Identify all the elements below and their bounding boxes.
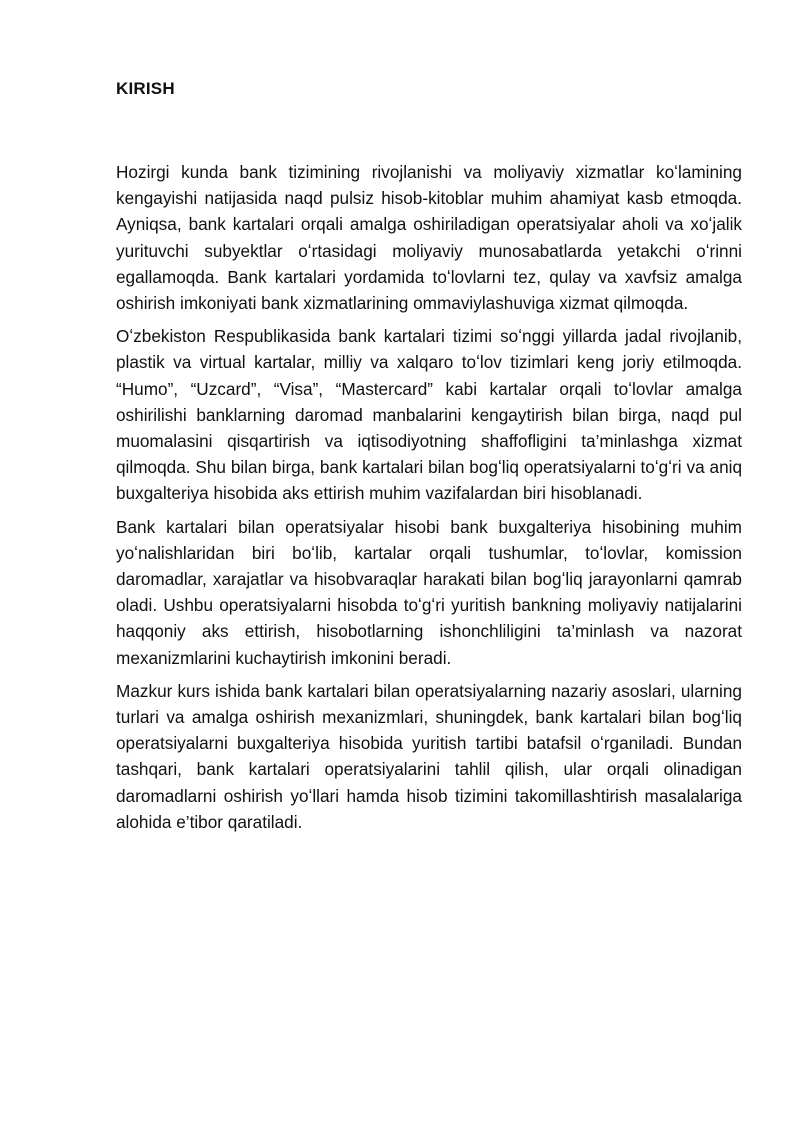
- paragraph-4: Mazkur kurs ishida bank kartalari bilan operatsiyalarning nazariy asoslari, ularning turlari va amalga oshirish mexanizmlari, shuningdek, bank kartalari bilan bogʻliq operatsiyalarni buxgalteriya hisobida yuritish tartibi batafsil oʻrganiladi. Bundan tashqari, bank kartalari operatsiyalarini tahlil qilish, ular orqali olinadigan daromadlarni oshirish yoʻllari hamda hisob tizimini takomillashtirish masalalariga alohida e’tibor qaratiladi.: [116, 680, 742, 832]
- document-body: [116, 159, 742, 842]
- paragraph-2: Oʻzbekiston Respublikasida bank kartalari tizimi soʻnggi yillarda jadal rivojlanib, plastik va virtual kartalar, milliy va xalqaro toʻlov tizimlari keng joriy etilmoqda. “Humo”, “Uzcard”, “Visa”, “Mastercard” kabi kartalar orqali toʻlovlar amalga oshirilishi banklarning daromad manbalarini kengaytirish bilan birga, naqd pul muomalasini qisqartirish va iqtisodiyotning shaffofligini ta’minlashga xizmat qilmoqda. Shu bilan birga, bank kartalari bilan bogʻliq operatsiyalarni toʻgʻri va aniq buxgalteriya hisobida aks ettirish muhim vazifalardan biri hisoblanadi.: [116, 326, 742, 504]
- paragraph-1: Hozirgi kunda bank tizimining rivojlanishi va moliyaviy xizmatlar koʻlamining kengayishi natijasida naqd pulsiz hisob-kitoblar muhim ahamiyat kasb etmoqda. Ayniqsa, bank kartalari orqali amalga oshiriladigan operatsiyalar aholi va xoʻjalik yurituvchi subyektlar oʻrtasidagi moliyaviy munosabatlarda yetakchi oʻrinni egallamoqda. Bank kartalari yordamida toʻlovlarni tez, qulay va xavfsiz amalga oshirish imkoniyati bank xizmatlarining ommaviylashuviga xizmat qilmoqda.: [116, 162, 742, 314]
- section-heading: KIRISH: [116, 79, 175, 98]
- paragraph-3: Bank kartalari bilan operatsiyalar hisobi bank buxgalteriya hisobining muhim yoʻnalishlaridan biri boʻlib, kartalar orqali tushumlar, toʻlovlar, komission daromadlar, xarajatlar va hisobvaraqlar harakati bilan bogʻliq jarayonlarni qamrab oladi. Ushbu operatsiyalarni hisobda toʻgʻri yuritish bankning moliyaviy natijalarini haqqoniy aks ettirish, hisobotlarning ishonchliligini ta’minlash va nazorat mexanizmlarini kuchaytirish imkonini beradi.: [116, 516, 742, 668]
